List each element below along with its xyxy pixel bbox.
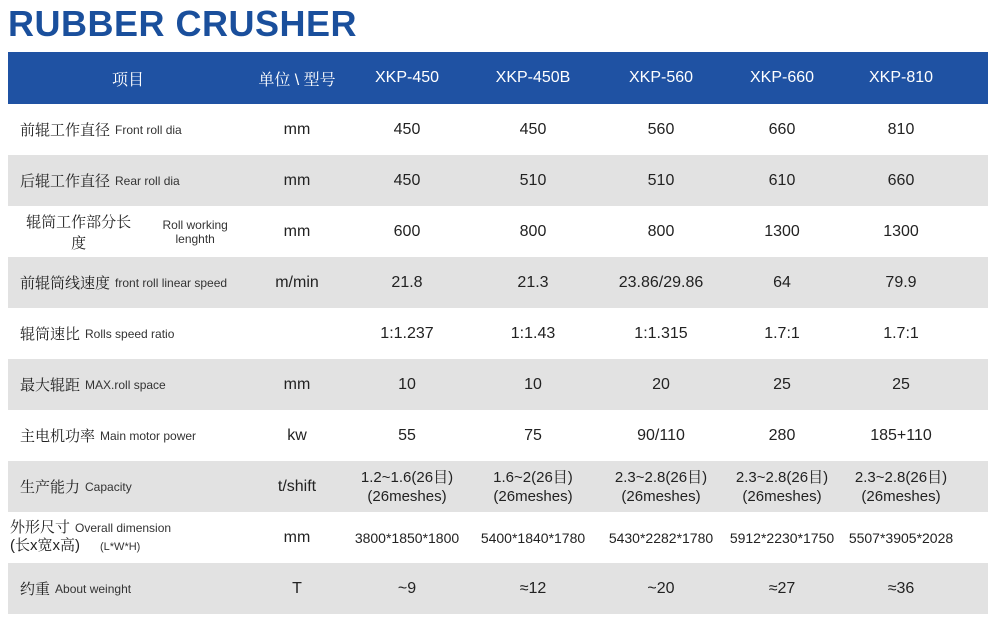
row-label: [8, 461, 248, 512]
row-label: [8, 155, 248, 206]
row-label-en: Main motor power: [100, 428, 197, 443]
table-row: [8, 104, 988, 155]
capacity-range: 2.3~2.8(26目): [735, 468, 829, 486]
row-value: 800: [519, 222, 547, 240]
row-label: [8, 257, 248, 308]
row-value: 90/110: [637, 426, 685, 444]
row-value: 23.86/29.86: [618, 273, 704, 291]
row-value: [840, 461, 962, 512]
row-value: 560: [647, 120, 675, 138]
row-value: 1:1.315: [634, 324, 688, 342]
row-unit: mm: [283, 171, 311, 189]
row-unit: mm: [283, 375, 311, 393]
row-unit: t/shift: [277, 477, 317, 495]
row-label-cn: 主电机功率: [20, 428, 96, 445]
row-value: ≈27: [768, 579, 796, 597]
row-label-cn: 后辊工作直径: [20, 173, 111, 190]
capacity-mesh: (26meshes): [621, 487, 701, 505]
row-value: 810: [887, 120, 915, 138]
header-unit-model: 单位 \ 型号: [258, 71, 336, 89]
table-row-weight: [8, 563, 988, 614]
row-label-cn-sub: (长x宽x高): [10, 537, 80, 554]
row-value: 1:1.237: [380, 324, 434, 342]
capacity-mesh: (26meshes): [493, 487, 573, 505]
row-unit: mm: [283, 120, 311, 138]
row-value: 79.9: [885, 273, 917, 291]
header-model: XKP-450B: [495, 69, 571, 86]
table-header-row: [8, 52, 988, 104]
row-value: 450: [393, 171, 421, 189]
row-label: [8, 104, 248, 155]
table-row-dimension: [8, 512, 988, 563]
row-value: 25: [773, 375, 791, 393]
row-label: [8, 512, 248, 563]
row-value: [598, 461, 724, 512]
page-title: RUBBER CRUSHER: [8, 3, 358, 44]
row-value: 21.8: [391, 273, 423, 291]
row-label-en: Roll working lenghth: [162, 217, 228, 246]
capacity-mesh: (26meshes): [742, 487, 822, 505]
capacity-mesh: (26meshes): [367, 487, 447, 505]
row-unit: mm: [283, 222, 311, 240]
header-item: 项目: [111, 71, 144, 89]
row-value: [346, 461, 468, 512]
row-label-en: Rolls speed ratio: [85, 326, 175, 341]
row-value: [724, 461, 840, 512]
row-value: 1.7:1: [764, 324, 800, 342]
row-value: 5507*3905*2028: [848, 529, 954, 546]
row-value: 64: [773, 273, 791, 291]
row-value: [468, 461, 598, 512]
capacity-range: 1.6~2(26目): [493, 468, 573, 486]
table-row: [8, 308, 988, 359]
row-value: 5430*2282*1780: [608, 529, 714, 546]
row-value: 75: [524, 426, 542, 444]
row-label-en: Front roll dia: [115, 122, 182, 137]
row-value: 21.3: [517, 273, 549, 291]
row-value: 660: [768, 120, 796, 138]
table-row: [8, 359, 988, 410]
capacity-range: 1.2~1.6(26目): [360, 468, 454, 486]
row-value: 10: [524, 375, 542, 393]
row-value: ≈36: [887, 579, 915, 597]
table-row: [8, 206, 988, 257]
row-value: 600: [393, 222, 421, 240]
row-label-cn: 外形尺寸: [10, 519, 71, 536]
spec-table: [8, 52, 988, 614]
row-label: [8, 410, 248, 461]
capacity-mesh: (26meshes): [861, 487, 941, 505]
table-row: [8, 257, 988, 308]
row-label-cn: 辊筒工作部分长度: [26, 213, 132, 252]
row-value: 55: [398, 426, 416, 444]
row-value: 450: [393, 120, 421, 138]
row-unit: [248, 308, 346, 359]
capacity-range: 2.3~2.8(26目): [614, 468, 708, 486]
row-label-cn: 辊筒速比: [20, 326, 81, 343]
row-value: 800: [647, 222, 675, 240]
row-value: 10: [398, 375, 416, 393]
row-label-cn: 约重: [20, 581, 51, 598]
row-value: 280: [768, 426, 796, 444]
row-value: ~20: [647, 579, 675, 597]
row-label-cn: 前辊工作直径: [20, 122, 111, 139]
header-model: XKP-560: [628, 69, 694, 86]
row-unit: T: [292, 579, 302, 597]
row-label-en-sub: (L*W*H): [100, 541, 141, 553]
row-value: ~9: [397, 579, 417, 597]
row-value: 660: [887, 171, 915, 189]
row-value: 1.7:1: [883, 324, 919, 342]
row-label-en: About weinght: [55, 581, 132, 596]
row-label-en: Rear roll dia: [115, 173, 180, 188]
table-row: [8, 155, 988, 206]
row-label-en: Capacity: [85, 479, 132, 494]
row-label-en: MAX.roll space: [85, 377, 166, 392]
table-row: [8, 410, 988, 461]
row-value: 5400*1840*1780: [480, 529, 586, 546]
row-label-cn: 生产能力: [20, 479, 81, 496]
row-label-en: front roll linear speed: [115, 275, 228, 290]
row-value: 1:1.43: [510, 324, 556, 342]
row-value: 5912*2230*1750: [729, 529, 835, 546]
header-model: XKP-660: [749, 69, 815, 86]
row-label: [8, 563, 248, 614]
row-value: ≈12: [519, 579, 547, 597]
row-unit: mm: [283, 528, 311, 546]
row-value: 610: [768, 171, 796, 189]
row-value: 185+110: [870, 426, 932, 444]
row-value: 1300: [883, 222, 919, 240]
row-value: 510: [647, 171, 675, 189]
row-value: 20: [652, 375, 670, 393]
row-label: [8, 206, 248, 257]
row-value: 510: [519, 171, 547, 189]
row-unit: m/min: [275, 273, 319, 291]
row-unit: kw: [287, 426, 307, 444]
row-label-cn: 前辊筒线速度: [20, 275, 111, 292]
row-value: 1300: [764, 222, 800, 240]
row-label-en: Overall dimension: [75, 521, 172, 535]
row-value: 25: [892, 375, 910, 393]
row-value: 450: [519, 120, 547, 138]
row-label: [8, 359, 248, 410]
table-row-capacity: [8, 461, 988, 512]
row-value: 3800*1850*1800: [354, 529, 460, 546]
header-model: XKP-450: [374, 69, 440, 86]
header-model: XKP-810: [868, 69, 934, 86]
capacity-range: 2.3~2.8(26目): [854, 468, 948, 486]
row-label-cn: 最大辊距: [20, 377, 81, 394]
row-label: [8, 308, 248, 359]
